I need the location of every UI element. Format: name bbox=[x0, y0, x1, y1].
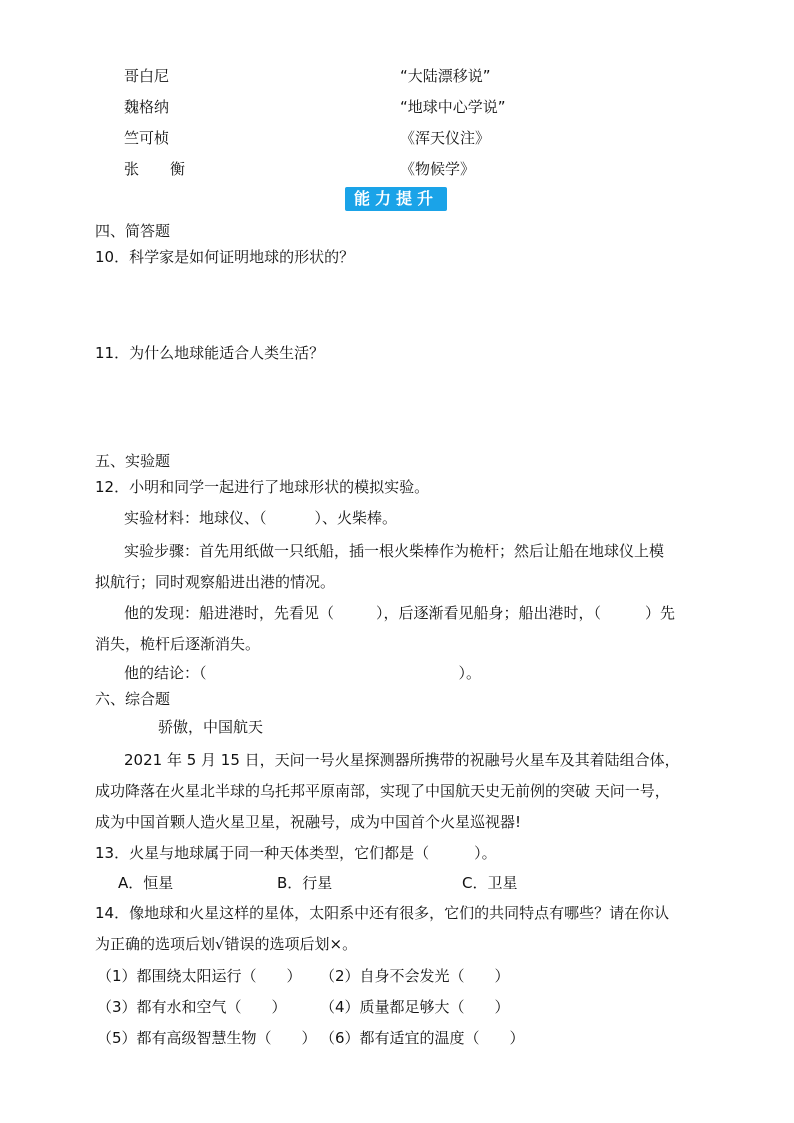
question-13: 13．火星与地球属于同一种天体类型，它们都是（ ）。 bbox=[95, 844, 497, 862]
materials-line: 实验材料：地球仪、（ ）、火柴棒。 bbox=[124, 509, 398, 527]
match-left-3: 竺可桢 bbox=[124, 129, 170, 147]
q13-option-a: A．恒星 bbox=[118, 874, 174, 892]
q14-item-2: （2）自身不会发光（ ） bbox=[320, 967, 510, 985]
section-title-short-answer: 四、简答题 bbox=[95, 222, 171, 240]
match-right-4: 《物候学》 bbox=[400, 160, 476, 178]
steps-line-1: 实验步骤：首先用纸做一只纸船，插一根火柴棒作为桅杆；然后让船在地球仪上模 bbox=[124, 542, 665, 560]
q14-item-6: （6）都有适宜的温度（ ） bbox=[320, 1029, 525, 1047]
q13-option-c: C．卫星 bbox=[462, 874, 518, 892]
finding-line-1: 他的发现：船进港时，先看见（ ），后逐渐看见船身；船出港时，（ ）先 bbox=[124, 604, 676, 622]
q13-option-b: B．行星 bbox=[277, 874, 333, 892]
match-left-2: 魏格纳 bbox=[124, 98, 170, 116]
passage-line-1: 2021 年 5 月 15 日，天问一号火星探测器所携带的祝融号火星车及其着陆组合体， bbox=[124, 751, 680, 769]
match-left-1: 哥白尼 bbox=[124, 67, 170, 85]
section-title-comprehensive: 六、综合题 bbox=[95, 690, 171, 708]
q14-item-4: （4）质量都足够大（ ） bbox=[320, 998, 510, 1016]
match-left-4: 张 衡 bbox=[124, 160, 194, 178]
match-right-3: 《浑天仪注》 bbox=[400, 129, 491, 147]
match-right-2: “地球中心学说” bbox=[400, 98, 506, 116]
q14-item-1: （1）都围绕太阳运行（ ） bbox=[97, 967, 302, 985]
question-11: 11．为什么地球能适合人类生活？ bbox=[95, 344, 325, 362]
question-14-line-1: 14．像地球和火星这样的星体，太阳系中还有很多，它们的共同特点有哪些？请在你认 bbox=[95, 904, 670, 922]
question-12: 12．小明和同学一起进行了地球形状的模拟实验。 bbox=[95, 478, 430, 496]
q14-item-3: （3）都有水和空气（ ） bbox=[97, 998, 287, 1016]
match-right-1: “大陆漂移说” bbox=[400, 67, 491, 85]
conclusion-line: 他的结论：（ ）。 bbox=[124, 664, 482, 682]
passage-line-2: 成功降落在火星北半球的乌托邦平原南部，实现了中国航天史无前例的突破 天问一号， bbox=[95, 782, 670, 800]
passage-line-3: 成为中国首颗人造火星卫星，祝融号，成为中国首个火星巡视器! bbox=[95, 813, 522, 831]
q14-item-5: （5）都有高级智慧生物（ ） bbox=[97, 1029, 317, 1047]
steps-line-2: 拟航行；同时观察船进出港的情况。 bbox=[95, 573, 336, 591]
question-10: 10．科学家是如何证明地球的形状的？ bbox=[95, 248, 355, 266]
finding-line-2: 消失，桅杆后逐渐消失。 bbox=[95, 635, 261, 653]
section-title-experiment: 五、实验题 bbox=[95, 452, 171, 470]
passage-title: 骄傲，中国航天 bbox=[158, 718, 264, 736]
question-14-line-2: 为正确的选项后划√错误的选项后划×。 bbox=[95, 935, 358, 953]
section-banner: 能力提升 bbox=[345, 187, 447, 211]
